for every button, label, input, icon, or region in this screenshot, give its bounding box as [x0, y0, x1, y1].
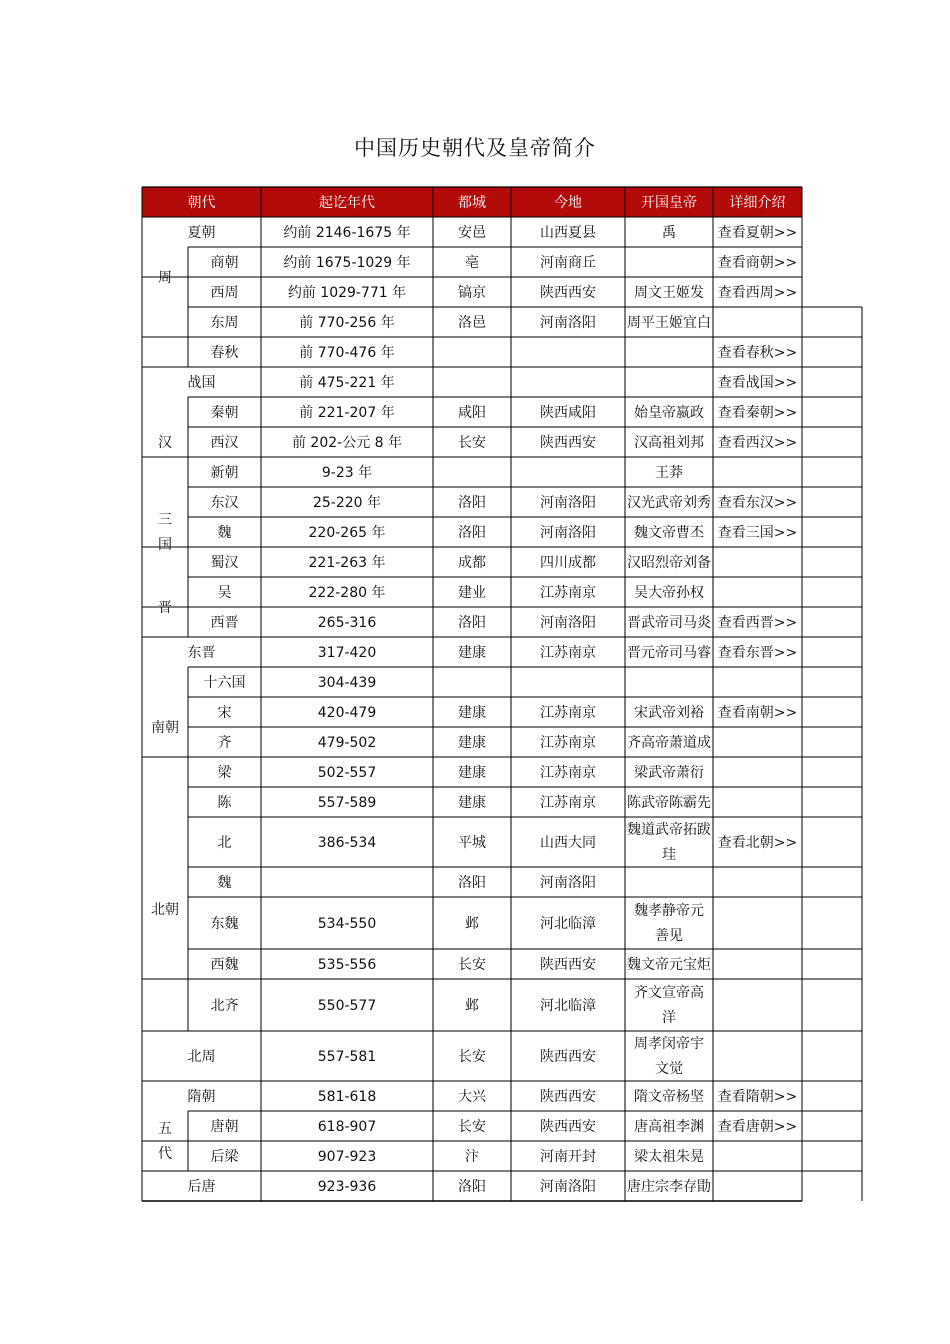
capital: 邺	[465, 997, 479, 1014]
dynasty-name: 北周	[187, 1048, 216, 1065]
dynasty-name: 东魏	[210, 915, 239, 932]
capital: 洛阳	[458, 874, 486, 891]
dynasty-name: 唐朝	[210, 1118, 239, 1135]
modern-location: 江苏南京	[540, 794, 596, 811]
period-years: 前 770-256 年	[299, 314, 395, 331]
founding-emperor: 禹	[662, 224, 676, 241]
modern-location: 陕西西安	[540, 956, 596, 973]
dynasty-name: 吴	[217, 584, 232, 601]
detail-link[interactable]: 查看唐朝>>	[717, 1118, 798, 1135]
modern-location: 河南洛阳	[540, 1178, 596, 1195]
capital: 洛阳	[458, 524, 486, 541]
founding-emperor: 魏孝静帝元 善见	[634, 903, 704, 944]
group-label: 汉	[158, 434, 172, 451]
founding-emperor: 汉高祖刘邦	[634, 434, 704, 451]
dynasty-name: 后梁	[210, 1148, 239, 1165]
period-years: 前 475-221 年	[299, 374, 395, 391]
modern-location: 陕西西安	[540, 1088, 596, 1105]
modern-location: 河南洛阳	[540, 314, 596, 331]
period-years: 前 221-207 年	[299, 404, 395, 421]
founding-emperor: 魏道武帝拓跋 珪	[627, 822, 711, 863]
group-label: 南朝	[151, 719, 179, 736]
dynasty-name: 战国	[187, 374, 216, 391]
capital: 建康	[458, 704, 486, 721]
founding-emperor: 唐庄宗李存勖	[627, 1178, 711, 1195]
capital: 洛邑	[458, 314, 486, 331]
period-years: 502-557	[317, 764, 377, 781]
period-years: 907-923	[317, 1148, 377, 1165]
period-years: 923-936	[317, 1178, 377, 1195]
founding-emperor: 汉光武帝刘秀	[627, 494, 711, 511]
detail-link[interactable]: 查看商朝>>	[717, 254, 798, 271]
founding-emperor: 始皇帝嬴政	[634, 404, 704, 421]
founding-emperor: 周孝闵帝宇 文觉	[634, 1036, 704, 1077]
founding-emperor: 王莽	[655, 464, 683, 481]
founding-emperor: 齐文宣帝高 洋	[634, 985, 704, 1026]
detail-link[interactable]: 查看战国>>	[717, 374, 798, 391]
group-label: 周	[158, 269, 172, 286]
modern-location: 江苏南京	[540, 734, 596, 751]
capital: 建业	[458, 584, 486, 601]
modern-location: 陕西西安	[540, 1118, 596, 1135]
period-years: 前 770-476 年	[299, 344, 395, 361]
period-years: 222-280 年	[308, 584, 386, 601]
capital: 洛阳	[458, 614, 486, 631]
capital: 洛阳	[458, 1178, 486, 1195]
detail-link[interactable]: 查看三国>>	[717, 524, 798, 541]
capital: 成都	[458, 554, 486, 571]
capital: 长安	[458, 956, 486, 973]
capital: 汴	[465, 1148, 479, 1165]
modern-location: 陕西咸阳	[540, 404, 596, 421]
period-years: 9-23 年	[321, 464, 373, 481]
modern-location: 河南洛阳	[540, 874, 596, 891]
capital: 长安	[458, 1048, 486, 1065]
modern-location: 陕西西安	[540, 1048, 596, 1065]
modern-location: 河南商丘	[540, 254, 596, 271]
dynasty-name: 魏	[217, 874, 232, 891]
header-cell: 详细介绍	[729, 194, 786, 211]
modern-location: 河南开封	[540, 1148, 596, 1165]
dynasty-name: 东晋	[187, 644, 216, 661]
founding-emperor: 周文王姬发	[634, 284, 704, 301]
modern-location: 陕西西安	[540, 434, 596, 451]
modern-location: 四川成都	[540, 554, 596, 571]
group-label: 三 国	[158, 512, 172, 553]
period-years: 304-439	[317, 674, 377, 691]
detail-link[interactable]: 查看夏朝>>	[717, 224, 798, 241]
modern-location: 山西大同	[540, 834, 596, 851]
founding-emperor: 汉昭烈帝刘备	[627, 554, 711, 571]
dynasty-name: 西周	[210, 284, 239, 301]
period-years: 557-589	[317, 794, 377, 811]
founding-emperor: 隋文帝杨坚	[634, 1088, 704, 1105]
founding-emperor: 晋元帝司马睿	[627, 644, 711, 661]
founding-emperor: 宋武帝刘裕	[634, 704, 704, 721]
detail-link[interactable]: 查看东晋>>	[717, 644, 798, 661]
modern-location: 江苏南京	[540, 584, 596, 601]
period-years: 265-316	[317, 614, 377, 631]
group-label: 五 代	[158, 1121, 172, 1162]
dynasty-name: 梁	[217, 764, 232, 781]
capital: 长安	[458, 1118, 486, 1135]
period-years: 前 202-公元 8 年	[291, 434, 403, 451]
modern-location: 陕西西安	[540, 284, 596, 301]
dynasty-name: 十六国	[203, 674, 246, 691]
detail-link[interactable]: 查看隋朝>>	[717, 1088, 798, 1105]
modern-location: 河南洛阳	[540, 614, 596, 631]
founding-emperor: 吴大帝孙权	[634, 584, 704, 601]
dynasty-name: 东汉	[210, 494, 239, 511]
period-years: 386-534	[317, 834, 377, 851]
detail-link[interactable]: 查看秦朝>>	[717, 404, 798, 421]
capital: 咸阳	[458, 404, 486, 421]
capital: 建康	[458, 734, 486, 751]
dynasty-name: 秦朝	[210, 404, 239, 421]
dynasty-name: 隋朝	[187, 1088, 216, 1105]
dynasty-name: 商朝	[210, 254, 239, 271]
modern-location: 河北临漳	[540, 915, 596, 932]
period-years: 317-420	[317, 644, 377, 661]
detail-link[interactable]: 查看东汉>>	[717, 494, 798, 511]
modern-location: 江苏南京	[540, 644, 596, 661]
founding-emperor: 梁武帝萧衍	[634, 764, 704, 781]
capital: 建康	[458, 644, 486, 661]
capital: 建康	[458, 764, 486, 781]
period-years: 535-556	[317, 956, 377, 973]
detail-link[interactable]: 查看西晋>>	[717, 614, 798, 631]
detail-link[interactable]: 查看西汉>>	[717, 434, 798, 451]
modern-location: 河南洛阳	[540, 494, 596, 511]
dynasty-name: 新朝	[210, 464, 239, 481]
period-years: 581-618	[317, 1088, 377, 1105]
period-years: 557-581	[317, 1048, 377, 1065]
header-cell: 朝代	[187, 194, 216, 211]
modern-location: 河南洛阳	[540, 524, 596, 541]
dynasty-name: 北齐	[210, 997, 239, 1014]
modern-location: 江苏南京	[540, 764, 596, 781]
detail-link[interactable]: 查看北朝>>	[717, 834, 798, 851]
period-years: 479-502	[317, 734, 377, 751]
capital: 邺	[465, 915, 479, 932]
founding-emperor: 魏文帝曹丕	[634, 524, 704, 541]
dynasty-name: 夏朝	[187, 224, 216, 241]
header-cell: 开国皇帝	[641, 194, 697, 211]
dynasty-name: 春秋	[210, 344, 239, 361]
dynasty-name: 蜀汉	[210, 554, 239, 571]
group-label: 晋	[158, 599, 172, 616]
period-years: 约前 1029-771 年	[287, 284, 407, 301]
dynasty-name: 陈	[217, 794, 232, 811]
period-years: 约前 2146-1675 年	[283, 224, 411, 241]
founding-emperor: 魏文帝元宝炬	[627, 956, 711, 973]
dynasty-name: 齐	[217, 734, 232, 751]
modern-location: 江苏南京	[540, 704, 596, 721]
capital: 大兴	[458, 1088, 486, 1105]
capital: 平城	[458, 834, 486, 851]
modern-location: 山西夏县	[540, 224, 596, 241]
founding-emperor: 唐高祖李渊	[634, 1118, 704, 1135]
header-cell: 都城	[458, 194, 486, 211]
period-years: 534-550	[317, 915, 377, 932]
page-title: 中国历史朝代及皇帝简介	[354, 136, 596, 160]
dynasty-name: 西汉	[210, 434, 239, 451]
capital: 亳	[465, 254, 479, 271]
dynasty-name: 宋	[217, 704, 232, 721]
capital: 安邑	[458, 224, 486, 241]
capital: 建康	[458, 794, 486, 811]
period-years: 220-265 年	[308, 524, 386, 541]
capital: 洛阳	[458, 494, 486, 511]
period-years: 618-907	[317, 1118, 377, 1135]
dynasty-name: 北	[217, 834, 232, 851]
header-cell: 今地	[554, 194, 582, 211]
dynasty-name: 后唐	[187, 1178, 216, 1195]
dynasty-name: 东周	[210, 314, 239, 331]
detail-link[interactable]: 查看西周>>	[717, 284, 798, 301]
period-years: 550-577	[317, 997, 377, 1014]
modern-location: 河北临漳	[540, 997, 596, 1014]
header-cell: 起讫年代	[319, 194, 375, 211]
capital: 长安	[458, 434, 486, 451]
capital: 镐京	[458, 284, 486, 301]
founding-emperor: 齐高帝萧道成	[627, 734, 711, 751]
period-years: 221-263 年	[308, 554, 386, 571]
founding-emperor: 梁太祖朱晃	[634, 1148, 704, 1165]
dynasty-name: 西魏	[210, 956, 239, 973]
founding-emperor: 晋武帝司马炎	[627, 614, 711, 631]
dynasty-name: 魏	[217, 524, 232, 541]
group-label: 北朝	[151, 901, 179, 918]
period-years: 420-479	[317, 704, 377, 721]
detail-link[interactable]: 查看春秋>>	[717, 344, 798, 361]
dynasty-name: 西晋	[210, 614, 239, 631]
detail-link[interactable]: 查看南朝>>	[717, 704, 798, 721]
founding-emperor: 周平王姬宜白	[627, 314, 711, 331]
period-years: 25-220 年	[312, 494, 382, 511]
founding-emperor: 陈武帝陈霸先	[627, 794, 711, 811]
period-years: 约前 1675-1029 年	[283, 254, 411, 271]
